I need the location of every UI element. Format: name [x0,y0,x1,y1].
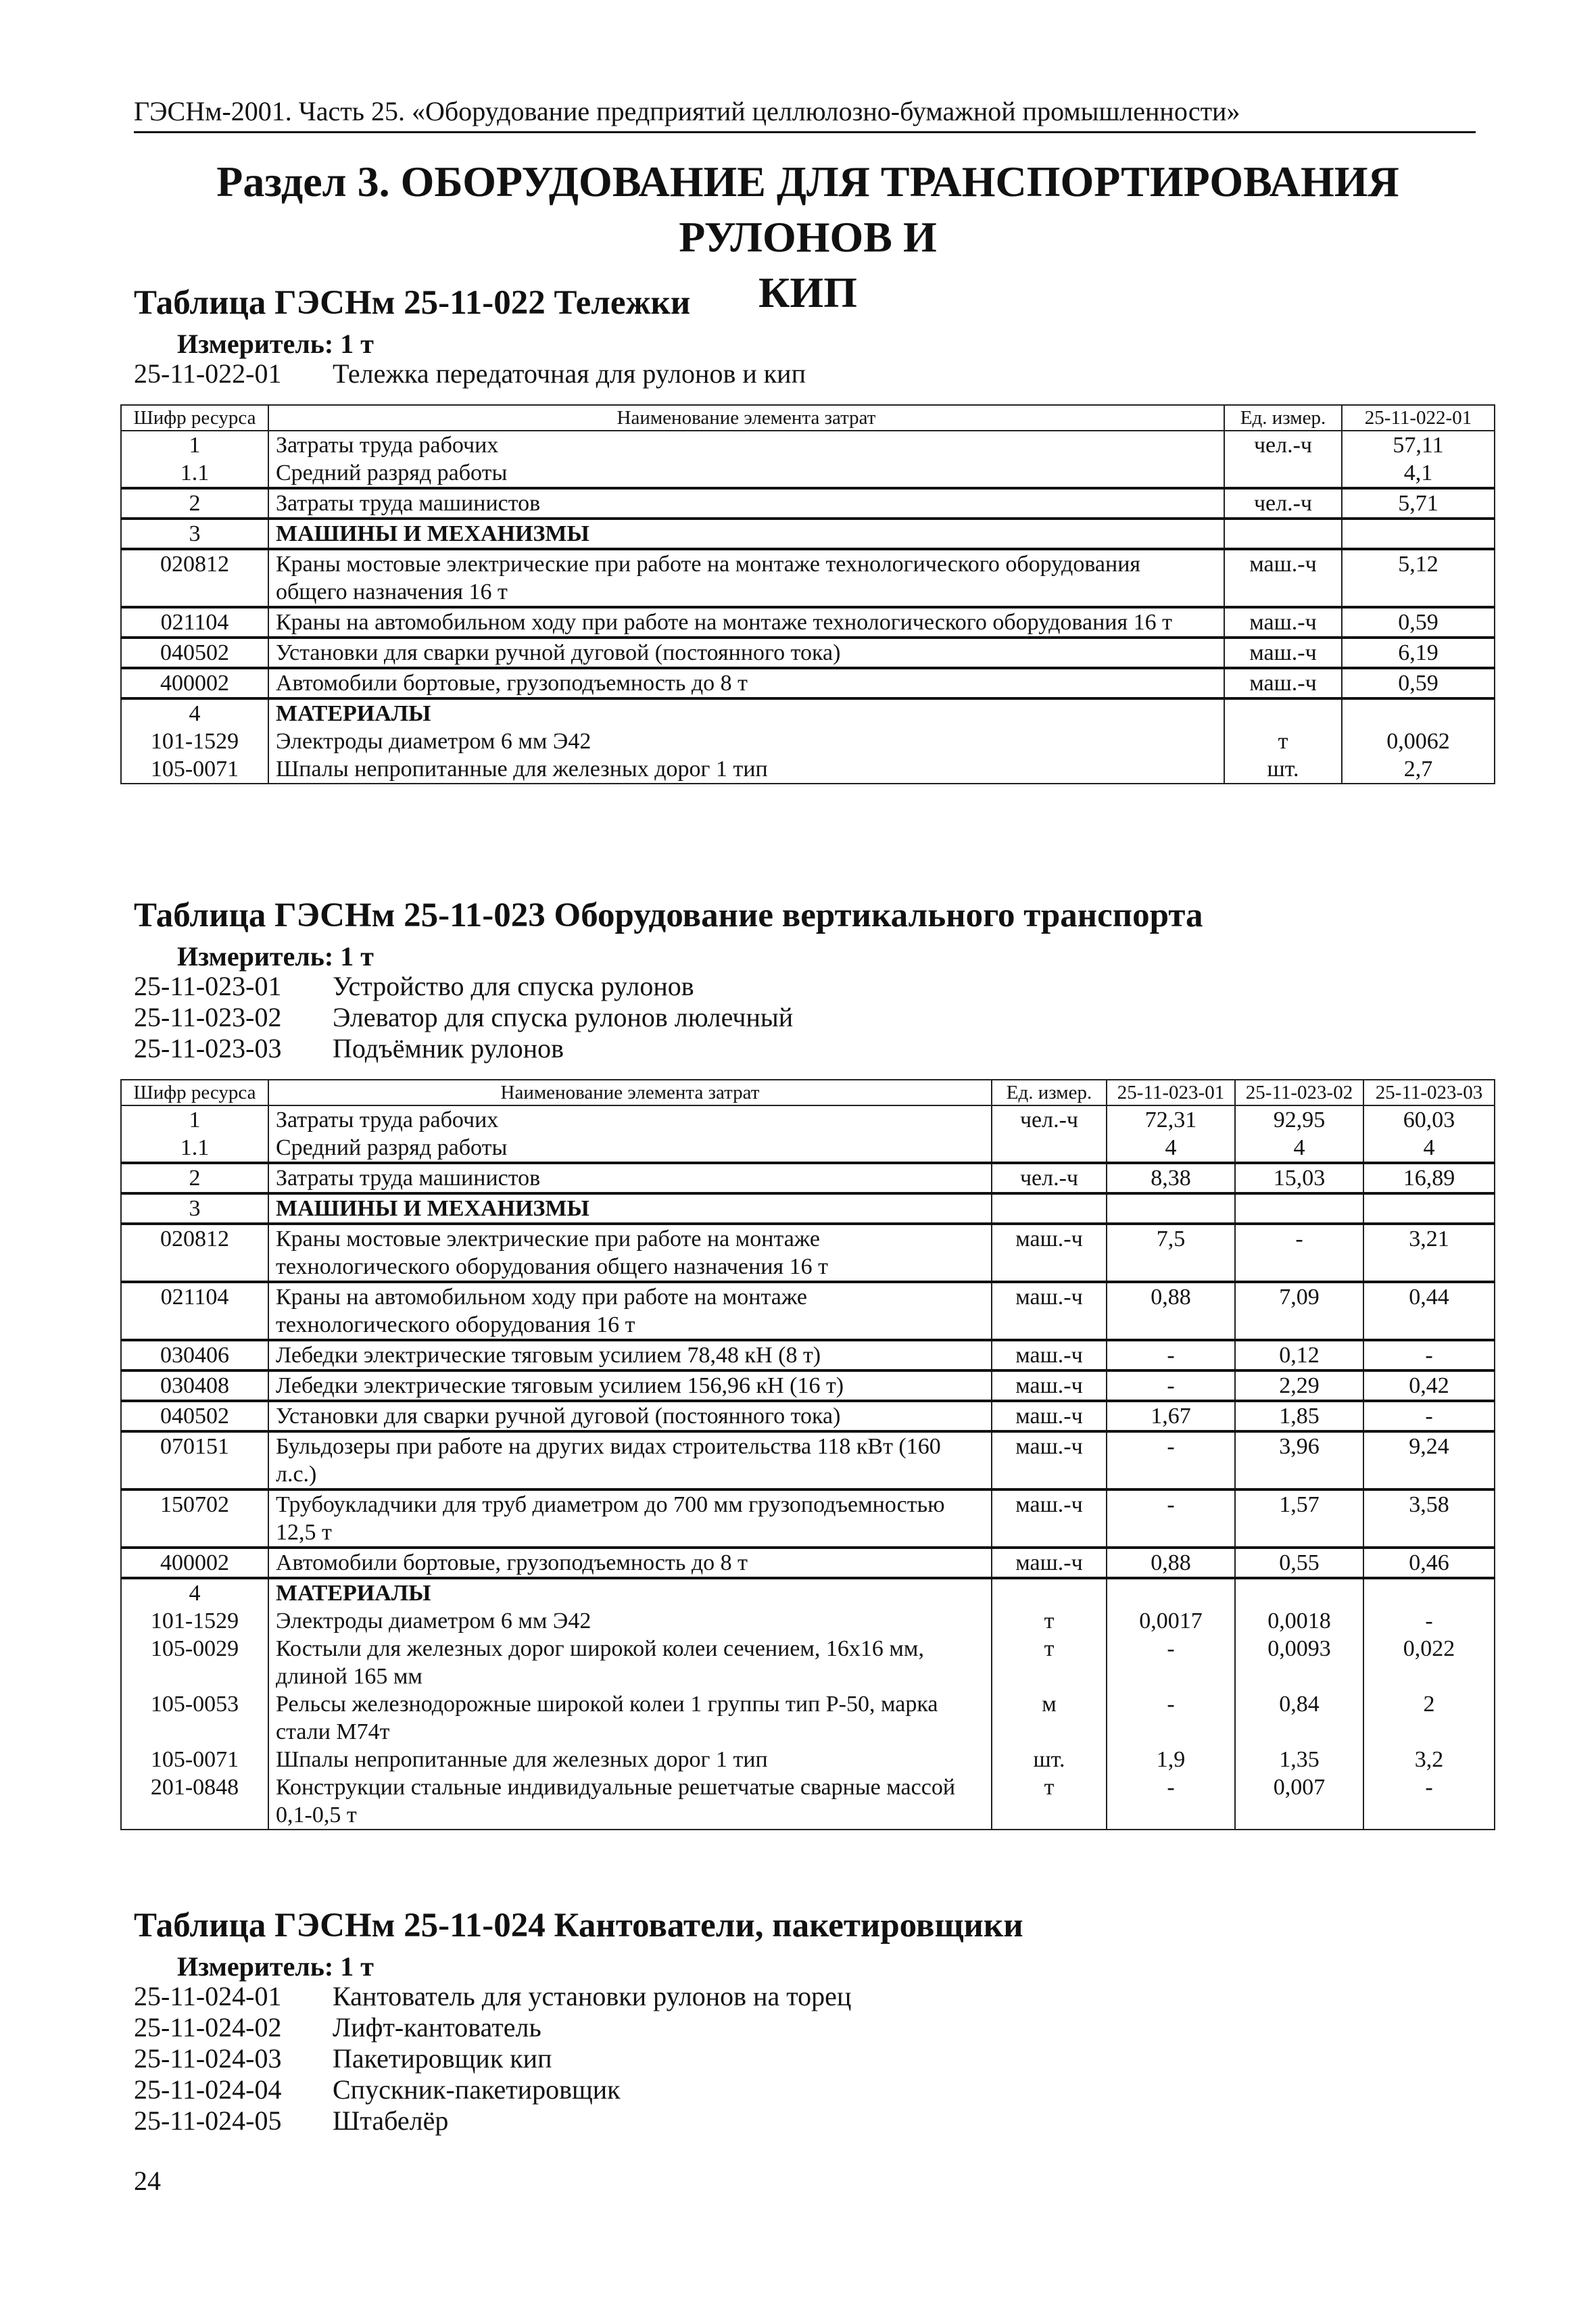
cell-unit [1224,698,1342,727]
cell-code: 105-0029 [121,1635,268,1690]
table-row [121,1489,1495,1548]
cell-name: Затраты труда машинистов [268,1163,992,1193]
table-row [121,1193,1495,1224]
cell-value: - [1363,1607,1495,1635]
table-1-item-list [134,358,806,389]
cell-value: 0,0062 [1342,727,1495,755]
cell-value: 1,57 [1235,1489,1363,1548]
item-row [134,2105,851,2137]
cell-value: - [1363,1401,1495,1431]
cell-code: 070151 [121,1431,268,1489]
cell-code: 105-0053 [121,1690,268,1746]
cell-name: МАТЕРИАЛЫ [268,698,1224,727]
section-title-line-2: КИП [758,268,857,316]
cell-unit: м [992,1690,1107,1746]
cell-code: 2 [121,488,268,519]
table-row [121,519,1495,549]
table-header-row [121,1080,1495,1105]
header-unit: Ед. измер. [1224,405,1342,431]
cell-name: Установки для сварки ручной дуговой (постоянного тока) [268,638,1224,668]
cell-unit [992,1578,1107,1607]
cell-unit: маш.-ч [1224,607,1342,638]
table-row [121,638,1495,668]
item-name: Спускник-пакетировщик [333,2074,621,2105]
cell-code: 1 [121,1105,268,1134]
header-name: Наименование элемента затрат [268,405,1224,431]
table-row [121,1163,1495,1193]
cell-value: 0,0018 [1235,1607,1363,1635]
cell-value: 0,84 [1235,1690,1363,1746]
cell-value [1235,1193,1363,1224]
table-row [121,549,1495,607]
cell-value: 0,42 [1363,1370,1495,1401]
header-col: 25-11-022-01 [1342,405,1495,431]
cell-unit: маш.-ч [992,1401,1107,1431]
cell-value [1107,1193,1235,1224]
table-row [121,727,1495,755]
table-row [121,488,1495,519]
table-row [121,1746,1495,1773]
cell-name: МАТЕРИАЛЫ [268,1578,992,1607]
table-row [121,755,1495,784]
table-row [121,1635,1495,1690]
cell-value: 1,9 [1107,1746,1235,1773]
table-row [121,1282,1495,1340]
cell-value: 4,1 [1342,459,1495,488]
cell-value: 0,59 [1342,607,1495,638]
item-code: 25-11-024-01 [134,1981,282,2011]
cell-value: 6,19 [1342,638,1495,668]
cell-value: 8,38 [1107,1163,1235,1193]
table-3-meter: Измеритель: 1 т [177,1951,374,1982]
cell-value: 1,67 [1107,1401,1235,1431]
header-code: Шифр ресурса [121,1080,268,1105]
table-3-title: Таблица ГЭСНм 25-11-024 Кантователи, пакетировщики [134,1907,1023,1944]
cell-value: 0,12 [1235,1340,1363,1370]
cell-unit: т [992,1773,1107,1830]
cell-unit [992,1193,1107,1224]
cell-unit [992,1134,1107,1163]
cell-name: Средний разряд работы [268,459,1224,488]
cell-unit: т [1224,727,1342,755]
cell-value: 2,7 [1342,755,1495,784]
cell-value: 3,96 [1235,1431,1363,1489]
header-col: 25-11-023-01 [1107,1080,1235,1105]
cell-value: - [1107,1340,1235,1370]
cell-unit: маш.-ч [992,1431,1107,1489]
cell-value: 4 [1363,1134,1495,1163]
table-row [121,1607,1495,1635]
table-row [121,668,1495,698]
item-row [134,1981,851,2012]
cell-unit: маш.-ч [992,1548,1107,1578]
item-code: 25-11-024-04 [134,2074,282,2105]
cell-code: 040502 [121,638,268,668]
cell-value: 2,29 [1235,1370,1363,1401]
cell-unit: маш.-ч [992,1282,1107,1340]
cell-unit: т [992,1635,1107,1690]
cell-value: 7,5 [1107,1224,1235,1282]
table-row [121,1690,1495,1746]
cell-value: 0,88 [1107,1282,1235,1340]
cell-value: 4 [1107,1134,1235,1163]
cell-unit: маш.-ч [1224,638,1342,668]
cell-value: 0,0093 [1235,1635,1363,1690]
header-code: Шифр ресурса [121,405,268,431]
table-row [121,1431,1495,1489]
cell-code: 3 [121,1193,268,1224]
header-col: 25-11-023-03 [1363,1080,1495,1105]
cell-name: Шпалы непропитанные для железных дорог 1 тип [268,755,1224,784]
cell-value: 0,44 [1363,1282,1495,1340]
cell-value: 0,007 [1235,1773,1363,1830]
cell-unit [1224,519,1342,549]
item-name: Элеватор для спуска рулонов люлечный [333,1002,794,1032]
cell-code: 020812 [121,549,268,607]
item-row [134,971,793,1002]
cell-value: 15,03 [1235,1163,1363,1193]
cell-unit: т [992,1607,1107,1635]
cell-name: Автомобили бортовые, грузоподъемность до 8 т [268,1548,992,1578]
cell-value [1235,1578,1363,1607]
cell-value [1107,1578,1235,1607]
cell-code: 101-1529 [121,1607,268,1635]
item-row [134,1002,793,1033]
header-name: Наименование элемента затрат [268,1080,992,1105]
table-row [121,431,1495,459]
cell-name: МАШИНЫ И МЕХАНИЗМЫ [268,1193,992,1224]
table-2-item-list [134,971,793,1064]
cell-name: Лебедки электрические тяговым усилием 156,96 кН (16 т) [268,1370,992,1401]
item-name: Устройство для спуска рулонов [333,971,694,1001]
cell-unit: чел.-ч [992,1105,1107,1134]
table-row [121,607,1495,638]
cell-name: Электроды диаметром 6 мм Э42 [268,727,1224,755]
item-name: Тележка передаточная для рулонов и кип [333,358,806,389]
table-row [121,459,1495,488]
table-row [121,1578,1495,1607]
cell-unit: шт. [992,1746,1107,1773]
cell-value: 72,31 [1107,1105,1235,1134]
table-header-row [121,405,1495,431]
cell-value: - [1363,1340,1495,1370]
cell-name: Автомобили бортовые, грузоподъемность до 8 т [268,668,1224,698]
cell-value: 3,58 [1363,1489,1495,1548]
cell-value: 0,0017 [1107,1607,1235,1635]
cell-value: - [1107,1773,1235,1830]
cell-code: 1.1 [121,1134,268,1163]
cell-value: 9,24 [1363,1431,1495,1489]
cell-name: Конструкции стальные индивидуальные решетчатые сварные массой 0,1-0,5 т [268,1773,992,1830]
table-row [121,1370,1495,1401]
item-code: 25-11-023-02 [134,1002,282,1032]
section-title-line-1: Раздел 3. ОБОРУДОВАНИЕ ДЛЯ ТРАНСПОРТИРОВАНИЯ РУЛОНОВ И [216,158,1399,261]
cell-value: 1,85 [1235,1401,1363,1431]
cell-value: 5,71 [1342,488,1495,519]
table-1-title: Таблица ГЭСНм 25-11-022 Тележки [134,284,691,322]
cell-value: - [1107,1690,1235,1746]
cell-value: 0,55 [1235,1548,1363,1578]
cell-unit: маш.-ч [1224,668,1342,698]
table-row [121,1105,1495,1134]
cell-code: 030408 [121,1370,268,1401]
cell-code: 4 [121,1578,268,1607]
cell-unit: маш.-ч [992,1340,1107,1370]
cell-code: 040502 [121,1401,268,1431]
cell-code: 2 [121,1163,268,1193]
header-unit: Ед. измер. [992,1080,1107,1105]
cell-value: 2 [1363,1690,1495,1746]
cell-unit: шт. [1224,755,1342,784]
cell-code: 105-0071 [121,755,268,784]
item-row [134,358,806,389]
item-row [134,2012,851,2043]
item-row [134,2074,851,2105]
cell-name: Лебедки электрические тяговым усилием 78,48 кН (8 т) [268,1340,992,1370]
cell-value: - [1107,1489,1235,1548]
cell-code: 030406 [121,1340,268,1370]
item-row [134,2043,851,2074]
cell-name: Краны на автомобильном ходу при работе на монтаже технологического оборудования 16 т [268,1282,992,1340]
cell-unit: маш.-ч [992,1489,1107,1548]
item-name: Пакетировщик кип [333,2043,552,2074]
cell-value: 0,46 [1363,1548,1495,1578]
cell-code: 1.1 [121,459,268,488]
cell-value: 1,35 [1235,1746,1363,1773]
table-2 [120,1079,1495,1830]
item-code: 25-11-022-01 [134,358,282,389]
table-2-meter: Измеритель: 1 т [177,941,374,972]
cell-name: Краны мостовые электрические при работе на монтаже технологического оборудования общего назначения 16 т [268,1224,992,1282]
cell-unit: маш.-ч [992,1224,1107,1282]
item-code: 25-11-023-01 [134,971,282,1001]
cell-value: - [1107,1431,1235,1489]
cell-value: 4 [1235,1134,1363,1163]
cell-name: Затраты труда рабочих [268,1105,992,1134]
table-row [121,1340,1495,1370]
cell-name: Затраты труда рабочих [268,431,1224,459]
cell-code: 105-0071 [121,1746,268,1773]
cell-name: Установки для сварки ручной дуговой (постоянного тока) [268,1401,992,1431]
item-name: Подъёмник рулонов [333,1033,564,1064]
item-code: 25-11-024-03 [134,2043,282,2074]
table-row [121,1224,1495,1282]
item-name: Лифт-кантователь [333,2012,541,2043]
table-row [121,1401,1495,1431]
cell-value: 16,89 [1363,1163,1495,1193]
cell-value: 7,09 [1235,1282,1363,1340]
table-row [121,1548,1495,1578]
cell-name: Бульдозеры при работе на других видах строительства 118 кВт (160 л.с.) [268,1431,992,1489]
table-row [121,1773,1495,1830]
cell-name: МАШИНЫ И МЕХАНИЗМЫ [268,519,1224,549]
cell-value [1363,1578,1495,1607]
cell-code: 201-0848 [121,1773,268,1830]
cell-code: 021104 [121,1282,268,1340]
table-1-meter: Измеритель: 1 т [177,329,374,359]
cell-value: 3,2 [1363,1746,1495,1773]
cell-code: 4 [121,698,268,727]
cell-value: 0,022 [1363,1635,1495,1690]
cell-unit: маш.-ч [992,1370,1107,1401]
table-row [121,1134,1495,1163]
cell-value: 0,59 [1342,668,1495,698]
cell-name: Рельсы железнодорожные широкой колеи 1 группы тип Р-50, марка стали М74т [268,1690,992,1746]
item-code: 25-11-024-02 [134,2012,282,2043]
cell-unit: чел.-ч [992,1163,1107,1193]
item-name: Штабелёр [333,2105,449,2136]
cell-name: Электроды диаметром 6 мм Э42 [268,1607,992,1635]
running-header: ГЭСНм-2001. Часть 25. «Оборудование предприятий целлюлозно-бумажной промышленности» [134,95,1476,133]
cell-code: 1 [121,431,268,459]
cell-value [1342,698,1495,727]
table-row [121,698,1495,727]
cell-name: Затраты труда машинистов [268,488,1224,519]
table-2-title: Таблица ГЭСНм 25-11-023 Оборудование вертикального транспорта [134,897,1203,934]
item-name: Кантователь для установки рулонов на торец [333,1981,852,2011]
cell-name: Шпалы непропитанные для железных дорог 1 тип [268,1746,992,1773]
cell-value [1363,1193,1495,1224]
cell-unit: маш.-ч [1224,549,1342,607]
cell-value: - [1107,1635,1235,1690]
item-code: 25-11-024-05 [134,2105,282,2136]
cell-unit: чел.-ч [1224,488,1342,519]
cell-value: - [1107,1370,1235,1401]
cell-value [1342,519,1495,549]
cell-value: 0,88 [1107,1548,1235,1578]
cell-value: 5,12 [1342,549,1495,607]
cell-name: Средний разряд работы [268,1134,992,1163]
item-row [134,1033,793,1064]
header-col: 25-11-023-02 [1235,1080,1363,1105]
cell-unit [1224,459,1342,488]
cell-code: 3 [121,519,268,549]
cell-code: 101-1529 [121,727,268,755]
cell-code: 021104 [121,607,268,638]
cell-value: 92,95 [1235,1105,1363,1134]
cell-code: 400002 [121,1548,268,1578]
cell-value: - [1363,1773,1495,1830]
cell-name: Трубоукладчики для труб диаметром до 700 мм грузоподъемностью 12,5 т [268,1489,992,1548]
table-1 [120,404,1495,784]
item-code: 25-11-023-03 [134,1033,282,1064]
cell-name: Краны на автомобильном ходу при работе на монтаже технологического оборудования 16 т [268,607,1224,638]
cell-code: 150702 [121,1489,268,1548]
table-3-item-list [134,1981,851,2137]
cell-code: 400002 [121,668,268,698]
page-number: 24 [134,2166,161,2196]
cell-name: Краны мостовые электрические при работе на монтаже технологического оборудования общего назначения 16 т [268,549,1224,607]
cell-unit: чел.-ч [1224,431,1342,459]
cell-value: 57,11 [1342,431,1495,459]
cell-value: 60,03 [1363,1105,1495,1134]
cell-value: - [1235,1224,1363,1282]
cell-value: 3,21 [1363,1224,1495,1282]
cell-name: Костыли для железных дорог широкой колеи сечением, 16х16 мм, длиной 165 мм [268,1635,992,1690]
cell-code: 020812 [121,1224,268,1282]
